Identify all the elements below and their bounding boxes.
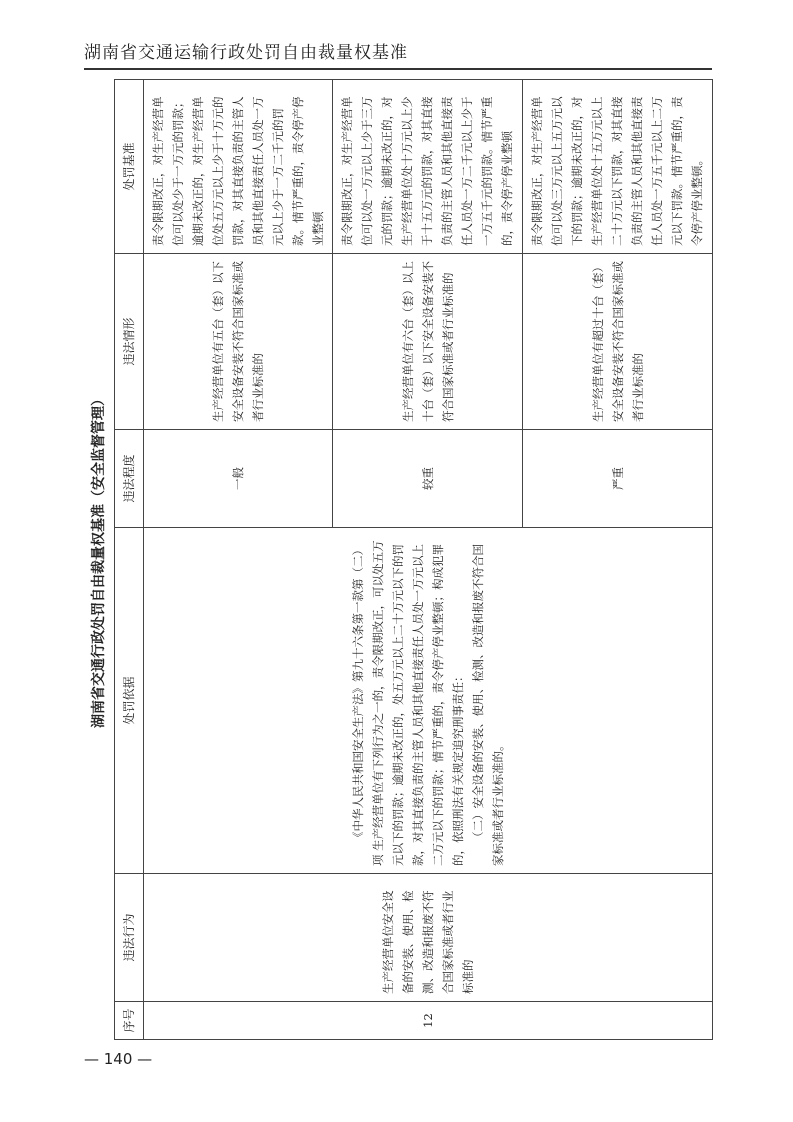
penalty-standard-table bbox=[114, 79, 713, 1040]
row-number: 12 bbox=[144, 1002, 713, 1040]
col-header-basis: 处罚依据 bbox=[115, 528, 144, 874]
violation-degree: 较重 bbox=[333, 430, 523, 528]
col-header-act: 违法行为 bbox=[115, 874, 144, 1002]
rotated-table-page bbox=[82, 80, 712, 1040]
running-header: 湖南省交通运输行政处罚自由裁量权基准 bbox=[84, 43, 408, 63]
col-header-situation: 违法情形 bbox=[115, 254, 144, 430]
page-number: — 140 — bbox=[84, 1050, 153, 1068]
table-header-row bbox=[115, 80, 144, 1040]
penalty-standard: 责令限期改正，对生产经营单位可以处三万元以上五万元以下的罚款；逾期未改正的，对生产经营单位处十五万元以上二十万元以下罚款，对其直接负责的主管人员和其他直接责任人员处一万五千元以上二万元以下罚款。情节严重的，责令停产停业整顿。 bbox=[523, 80, 713, 254]
penalty-standard: 责令限期改正，对生产经营单位可以处一万元以上少于三万元的罚款；逾期未改正的，对生产经营单位处十万元以上少于十五万元的罚款，对其直接负责的主管人员和其他直接责任人员处一万二千元以上少于一万五千元的罚款。情节严重的，责令停产停业整顿 bbox=[333, 80, 523, 254]
table-row bbox=[144, 80, 333, 1040]
col-header-standard: 处罚基准 bbox=[115, 80, 144, 254]
violation-degree: 严重 bbox=[523, 430, 713, 528]
basis-paragraph: 《中华人民共和国安全生产法》第九十六条第一款第（二）项 生产经营单位有下列行为之一的，责令限期改正，可以处五万元以下的罚款；逾期未改正的，处五万元以上二十万元以下的罚款，对其直接负责的主管人员和其他直接责任人员处一万元以上二万元以下的罚款；情节严重的，责令停产停业整顿；构成犯罪的，依照刑法有关规定追究刑事责任： bbox=[351, 540, 465, 866]
violation-situation: 生产经营单位有六台（套）以上十台（套）以下安全设备安装不符合国家标准或者行业标准的 bbox=[333, 254, 523, 430]
col-header-no: 序号 bbox=[115, 1002, 144, 1040]
basis-paragraph: （二）安全设备的安装、使用、检测、改造和报废不符合国家标准或者行业标准的。 bbox=[471, 544, 505, 866]
header-rule bbox=[84, 68, 712, 70]
violation-situation: 生产经营单位有超过十台（套）安全设备安装不符合国家标准或者行业标准的 bbox=[523, 254, 713, 430]
col-header-degree: 违法程度 bbox=[115, 430, 144, 528]
violation-degree: 一般 bbox=[144, 430, 333, 528]
table-title: 湖南省交通行政处罚自由裁量权基准（安全监督管理） bbox=[91, 392, 107, 728]
violation-situation: 生产经营单位有五台（套）以下安全设备安装不符合国家标准或者行业标准的 bbox=[144, 254, 333, 430]
violation-act: 生产经营单位安全设备的安装、使用、检测、改造和报废不符合国家标准或者行业标准的 bbox=[144, 874, 713, 1002]
penalty-standard: 责令限期改正，对生产经营单位可以处少于一万元的罚款；逾期未改正的，对生产经营单位处五万元以上少于十万元的罚款，对其直接负责的主管人员和其他直接责任人员处一万元以上少于一万二千元的罚款。情节严重的，责令停产停业整顿 bbox=[144, 80, 333, 254]
penalty-basis bbox=[144, 528, 713, 874]
